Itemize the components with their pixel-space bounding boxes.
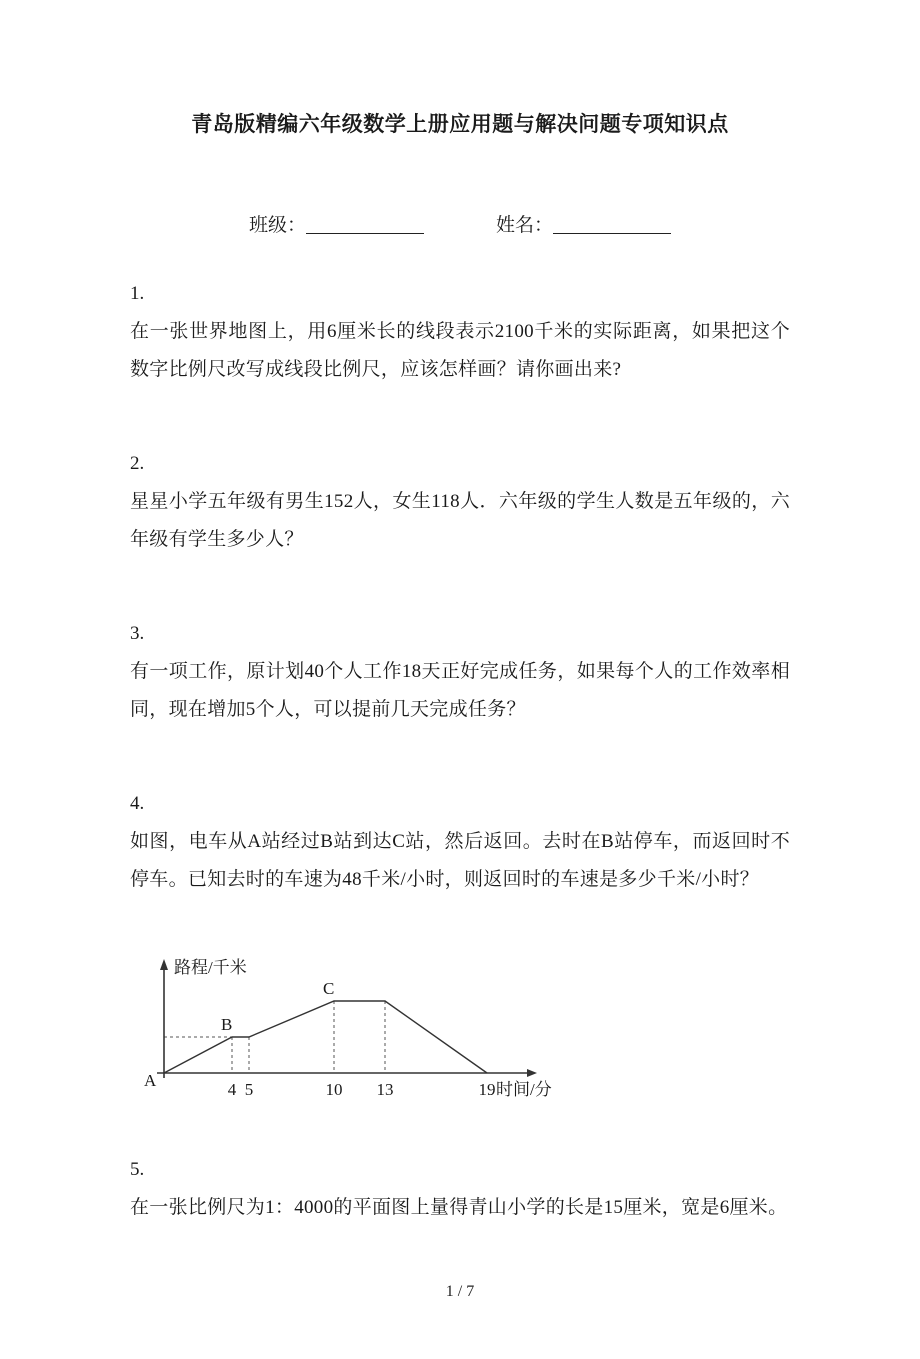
page-title: 青岛版精编六年级数学上册应用题与解决问题专项知识点 <box>191 112 729 136</box>
svg-text:路程/千米: 路程/千米 <box>174 958 247 977</box>
name-blank <box>553 213 671 234</box>
journey-graph-svg <box>132 955 602 1107</box>
svg-text:19: 19 <box>478 1080 496 1099</box>
name-field <box>496 210 671 237</box>
question-3-number: 3. <box>130 623 145 644</box>
question-3 <box>130 615 790 729</box>
question-3-text: 有一项工作，原计划40个人工作18天正好完成任务，如果每个人的工作效率相同，现在增加5个人，可以提前几天完成任务？ <box>130 661 790 720</box>
question-4-text: 如图，电车从A站经过B站到达C站，然后返回。去时在B站停车，而返回时不停车。已知去时的车速为48千米/小时，则返回时的车速是多少千米/小时？ <box>130 831 790 890</box>
question-2 <box>130 445 790 559</box>
svg-text:4: 4 <box>227 1080 237 1099</box>
question-1-text: 在一张世界地图上，用6厘米长的线段表示2100千米的实际距离，如果把这个数字比例尺改写成线段比例尺，应该怎样画？请你画出来? <box>130 321 790 380</box>
svg-text:A: A <box>144 1071 157 1090</box>
question-2-text: 星星小学五年级有男生152人，女生118人．六年级的学生人数是五年级的，六年级有学生多少人？ <box>130 491 790 550</box>
svg-text:B: B <box>221 1015 233 1034</box>
question-5 <box>130 1151 790 1227</box>
svg-text:时间/分: 时间/分 <box>496 1080 552 1099</box>
question-5-number: 5. <box>130 1159 145 1180</box>
question-4-number: 4. <box>130 793 145 814</box>
class-field <box>249 210 424 237</box>
question-5-text: 在一张比例尺为1：4000的平面图上量得青山小学的长是15厘米，宽是6厘米。 <box>130 1197 788 1218</box>
question-list <box>130 275 790 1283</box>
svg-text:10: 10 <box>325 1080 343 1099</box>
class-blank <box>306 213 424 234</box>
svg-text:5: 5 <box>244 1080 254 1099</box>
page-number: 1 / 7 <box>445 1283 475 1300</box>
question-1-number: 1. <box>130 283 145 304</box>
svg-text:13: 13 <box>376 1080 394 1099</box>
name-label: 姓名： <box>496 215 554 236</box>
class-label: 班级： <box>248 215 306 236</box>
question-4 <box>130 785 790 899</box>
svg-text:C: C <box>323 979 335 998</box>
question-1 <box>130 275 790 389</box>
question-2-number: 2. <box>130 453 145 474</box>
class-name-row <box>130 210 790 237</box>
journey-graph <box>132 955 790 1107</box>
